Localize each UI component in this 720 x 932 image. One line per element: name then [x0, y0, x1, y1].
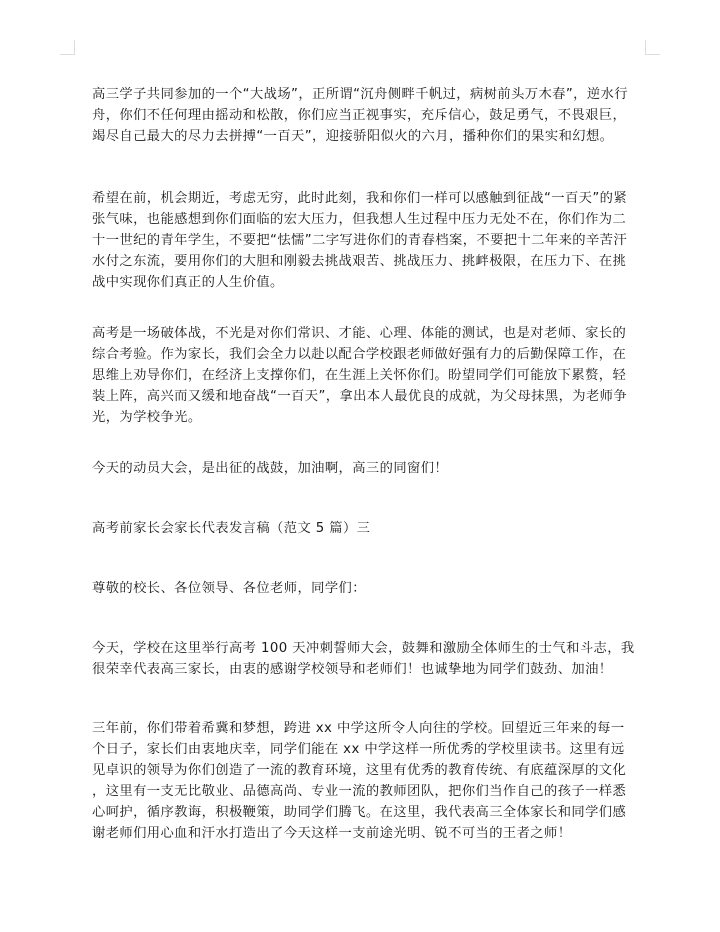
text-line: 综合考验。作为家长，我们会全力以赴以配合学校跟老师做好强有力的后勤保障工作，在 — [92, 347, 627, 362]
text-line: 思维上劝导你们，在经济上支撑你们，在生涯上关怀你们。盼望同学们可能放下累赘，轻 — [92, 368, 627, 383]
text-line: 今天的动员大会，是出征的战鼓，加油啊，高三的同窗们！ — [92, 461, 449, 476]
text-line: 战中实现你们真正的人生价值。 — [92, 275, 284, 290]
text-line: 很荣幸代表高三家长，由衷的感谢学校领导和老师们！也诚挚地为同学们鼓劲、加油！ — [92, 662, 613, 677]
text-line: 水付之东流，要用你们的大胆和刚毅去挑战艰苦、挑战压力、挑衅极限，在压力下、在挑 — [92, 254, 627, 269]
text-line: 高三学子共同参加的一个“大战场”，正所谓“沉舟侧畔千帆过，病树前头万木春”，逆水行 — [92, 87, 628, 102]
text-line: 高考前家长会家长代表发言稿（范文 5 篇）三 — [92, 521, 371, 536]
text-line: 尊敬的校长、各位领导、各位老师，同学们： — [92, 581, 366, 596]
text-line: 谢老师们用心血和汗水打造出了今天这样一支前途光明、锐不可当的王者之师！ — [92, 826, 572, 841]
text-line: 心呵护，循序教诲，积极鞭策，助同学们腾飞。在这里，我代表高三全体家长和同学们感 — [92, 805, 627, 820]
text-line: 十一世纪的青年学生，不要把“怯懦”二字写进你们的青春档案，不要把十二年来的辛苦汗 — [92, 233, 628, 248]
paragraph — [92, 638, 637, 680]
text-line: 个日子，家长们由衷地庆幸，同学们能在 xx 中学这样一所优秀的学校里读书。这里有远 — [92, 742, 625, 757]
paragraph — [92, 188, 637, 293]
text-line: 希望在前，机会期近，考虑无穷，此时此刻，我和你们一样可以感触到征战“一百天”的紧 — [92, 191, 628, 206]
paragraph — [92, 458, 637, 479]
text-line: 舟，你们不任何理由摇动和松散，你们应当正视事实，充斥信心，鼓足勇气，不畏艰巨， — [92, 108, 627, 123]
page-corner-mark — [645, 40, 660, 55]
text-line: 三年前，你们带着希冀和梦想，跨进 xx 中学这所令人向往的学校。回望近三年来的每一 — [92, 721, 625, 736]
text-line: 见卓识的领导为你们创造了一流的教育环境，这里有优秀的教育传统、有底蕴深厚的文化 — [92, 763, 627, 778]
paragraph — [92, 323, 637, 428]
text-line: 张气味，也能感想到你们面临的宏大压力，但我想人生过程中压力无处不在，你们作为二 — [92, 212, 627, 227]
text-line: ，这里有一支无比敬业、品德高尚、专业一流的教师团队，把你们当作自己的孩子一样悉 — [92, 784, 627, 799]
paragraph — [92, 84, 637, 147]
text-line: 装上阵，高兴而又缓和地奋战“一百天”，拿出本人最优良的成就，为父母抹黑，为老师争 — [92, 389, 628, 404]
text-line: 高考是一场破体战，不光是对你们常识、才能、心理、体能的测试，也是对老师、家长的 — [92, 326, 627, 341]
paragraph — [92, 718, 637, 844]
text-line: 竭尽自己最大的尽力去拼搏“一百天”，迎接骄阳似火的六月，播种你们的果实和幻想。 — [92, 129, 614, 144]
page-corner-mark — [60, 40, 75, 55]
text-line: 光，为学校争光。 — [92, 410, 202, 425]
salutation — [92, 578, 637, 599]
text-line: 今天，学校在这里举行高考 100 天冲刺誓师大会，鼓舞和激励全体师生的士气和斗志，我 — [92, 641, 635, 656]
section-title — [92, 518, 637, 539]
